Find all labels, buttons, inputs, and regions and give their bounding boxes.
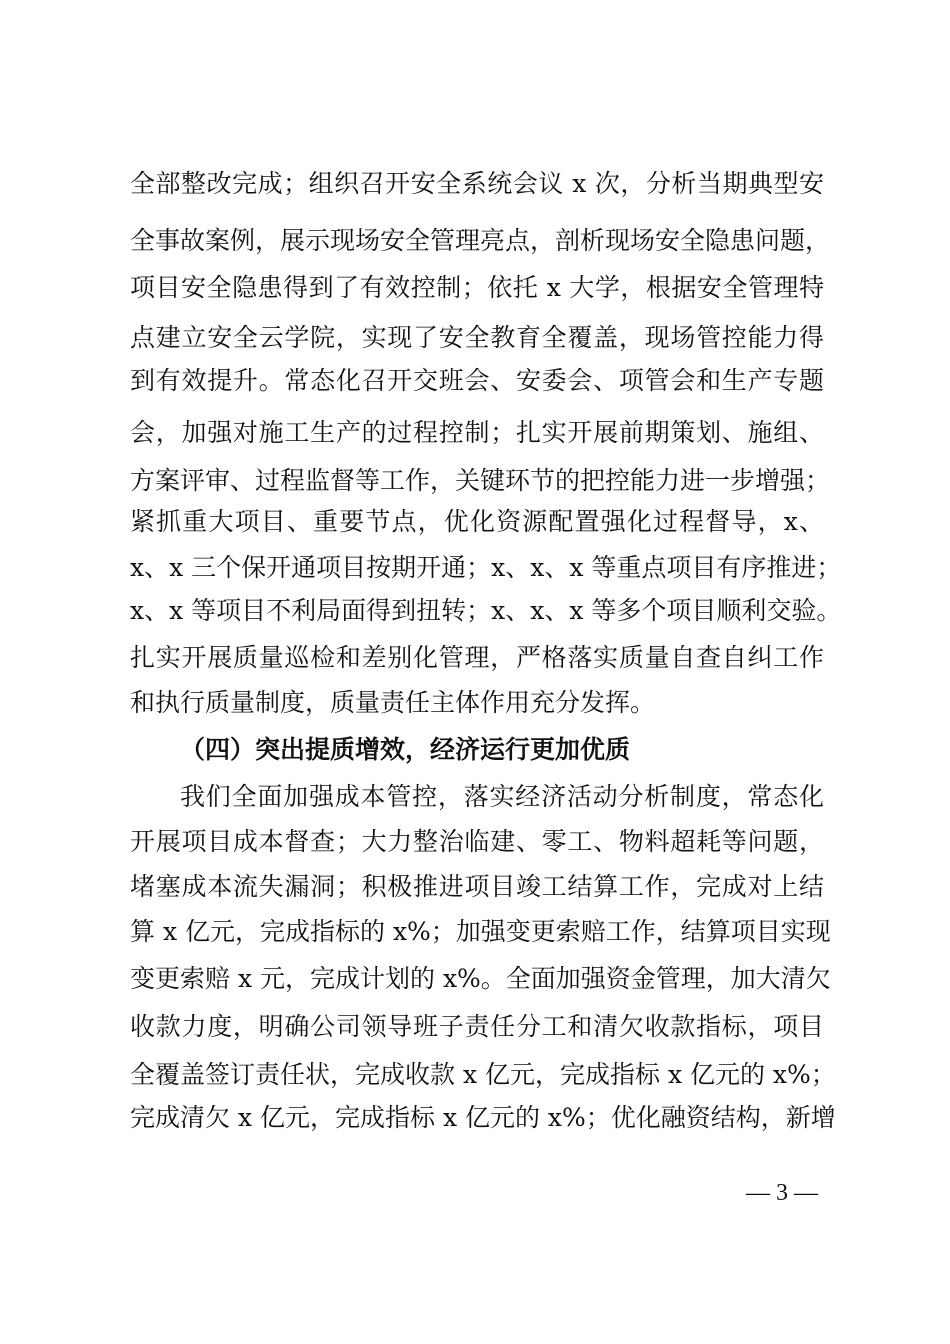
text-line: 开展项目成本督查；大力整治临建、零工、物料超耗等问题， bbox=[130, 827, 824, 856]
text-line: 全事故案例，展示现场安全管理亮点，剖析现场安全隐患问题， bbox=[130, 226, 831, 255]
text-line: 堵塞成本流失漏洞；积极推进项目竣工结算工作，完成对上结 bbox=[130, 872, 824, 901]
text-line: 会，加强对施工生产的过程控制；扎实开展前期策划、施组、 bbox=[130, 418, 824, 447]
text-line: 算 x 亿元，完成指标的 x%；加强变更索赔工作，结算项目实现 bbox=[130, 917, 831, 946]
text-line: 点建立安全云学院，实现了安全教育全覆盖，现场管控能力得 bbox=[130, 323, 824, 352]
text-line: 和执行质量制度，质量责任主体作用充分发挥。 bbox=[130, 688, 656, 717]
text-line: 全部整改完成；组织召开安全系统会议 x 次，分析当期典型安 bbox=[130, 169, 824, 198]
text-line: 方案评审、过程监督等工作，关键环节的把控能力进一步增强； bbox=[130, 466, 831, 495]
text-line: 到有效提升。常态化召开交班会、安委会、项管会和生产专题 bbox=[130, 366, 824, 395]
text-line: x、x 等项目不利局面得到扭转；x、x、x 等多个项目顺利交验。 bbox=[130, 596, 842, 625]
text-line: 完成清欠 x 亿元，完成指标 x 亿元的 x%；优化融资结构，新增 bbox=[130, 1103, 836, 1132]
text-line: 扎实开展质量巡检和差别化管理，严格落实质量自查自纠工作 bbox=[130, 643, 824, 672]
text-line: x、x 三个保开通项目按期开通；x、x、x 等重点项目有序推进； bbox=[130, 553, 842, 582]
page-number: — 3 — bbox=[746, 1180, 818, 1206]
text-line: 全覆盖签订责任状，完成收款 x 亿元，完成指标 x 亿元的 x%； bbox=[130, 1060, 836, 1089]
text-line: 我们全面加强成本管控，落实经济活动分析制度，常态化 bbox=[180, 782, 824, 811]
section-heading: （四）突出提质增效，经济运行更加优质 bbox=[180, 735, 631, 764]
text-line: 变更索赔 x 元，完成计划的 x%。全面加强资金管理，加大清欠 bbox=[130, 964, 831, 993]
text-line: 收款力度，明确公司领导班子责任分工和清欠收款指标，项目 bbox=[130, 1012, 824, 1041]
text-line: 项目安全隐患得到了有效控制；依托 x 大学，根据安全管理特 bbox=[130, 273, 824, 302]
text-line: 紧抓重大项目、重要节点，优化资源配置强化过程督导，x、 bbox=[130, 507, 824, 536]
